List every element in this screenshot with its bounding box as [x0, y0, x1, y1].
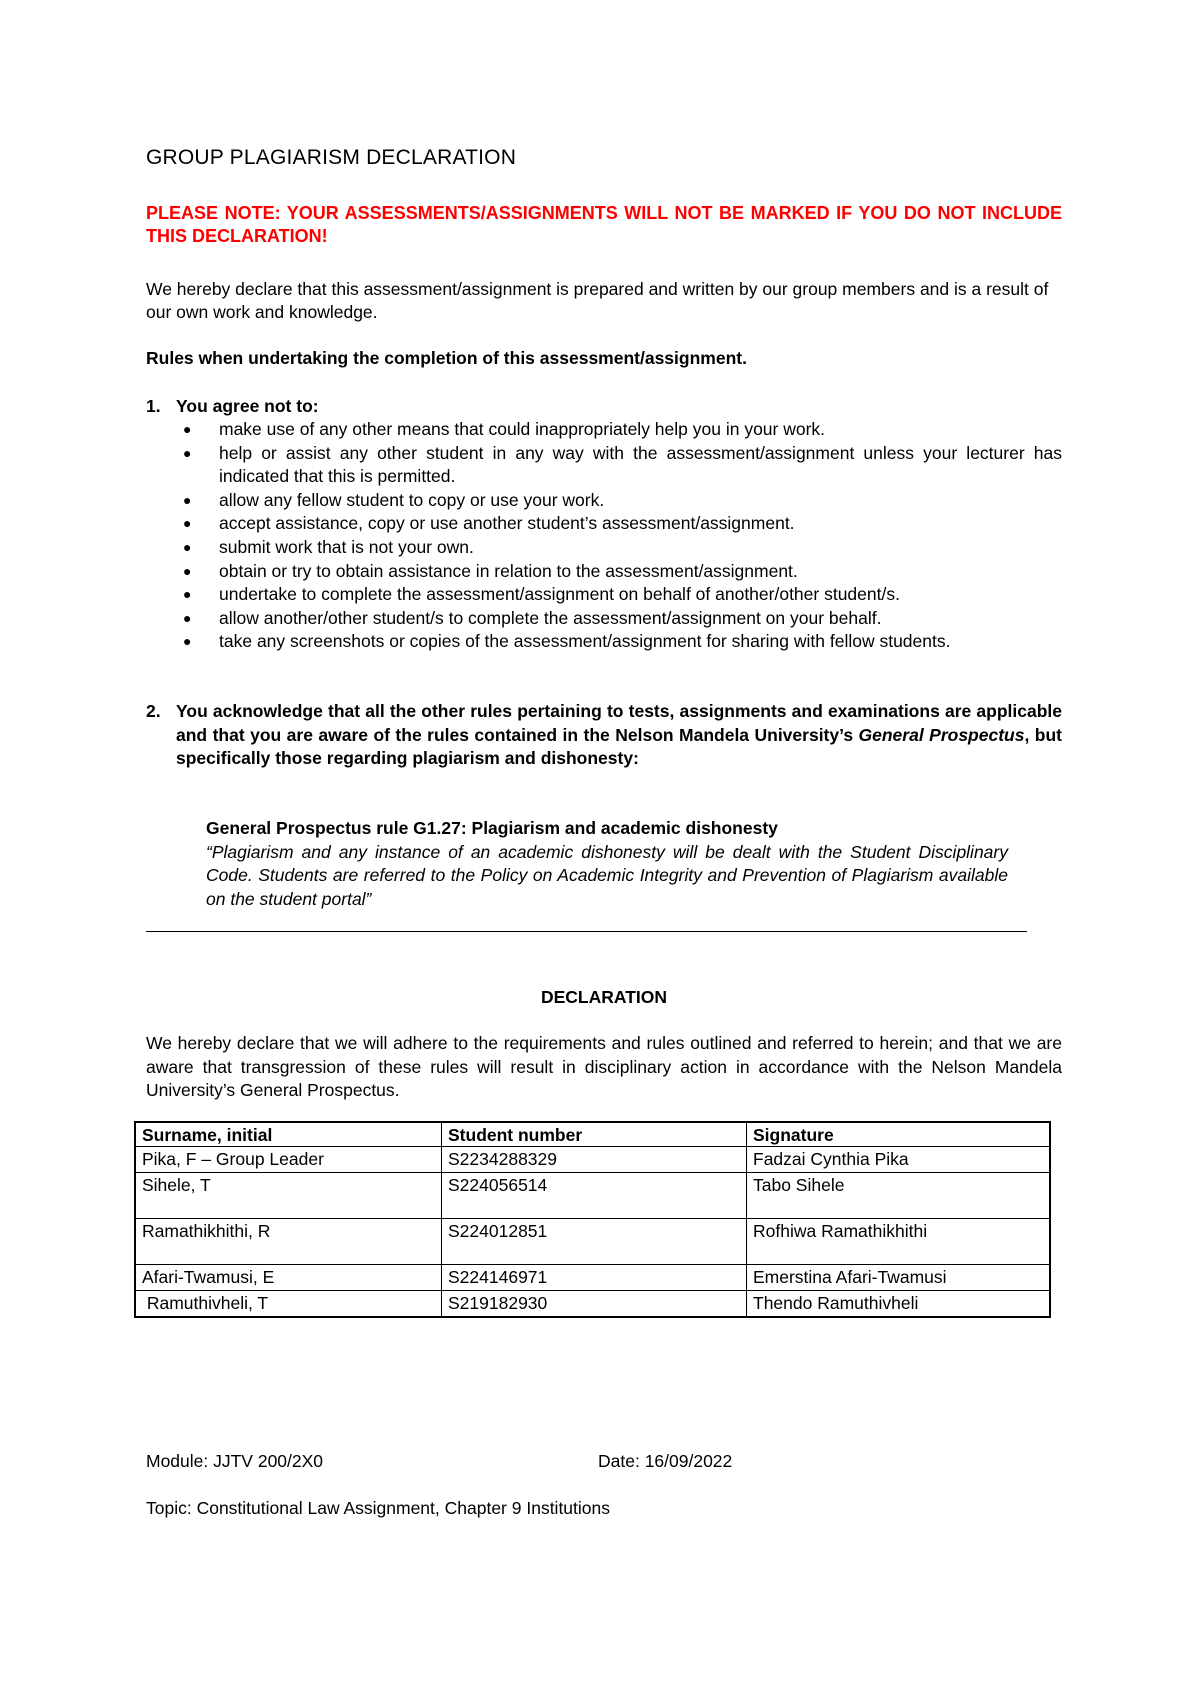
list-item: ● submit work that is not your own.	[146, 536, 1062, 560]
bullet-icon: ●	[183, 444, 192, 461]
cell-student-number: S224012851	[442, 1219, 747, 1265]
list-item: ● help or assist any other student in any way with the assessment/assignment unless your lecturer has indicated that this is permitted.	[183, 442, 1062, 487]
date-label: Date: 16/09/2022	[598, 1451, 733, 1471]
prospectus-rule-heading: General Prospectus rule G1.27: Plagiarism and academic dishonesty	[206, 818, 778, 838]
cell-signature: Emerstina Afari-Twamusi	[747, 1265, 1051, 1291]
cell-student-number: S224146971	[442, 1265, 747, 1291]
cell-surname: Ramathikhithi, R	[135, 1219, 442, 1265]
cell-signature: Thendo Ramuthivheli	[747, 1291, 1051, 1318]
table-row	[135, 1219, 1050, 1265]
rules-list	[146, 418, 1062, 654]
page-title: GROUP PLAGIARISM DECLARATION	[146, 146, 517, 169]
table-row	[135, 1173, 1050, 1219]
bullet-icon: ●	[183, 586, 192, 603]
declaration-title: DECLARATION	[540, 987, 668, 1007]
bullet-icon: ●	[183, 633, 192, 650]
cell-surname: Ramuthivheli, T	[135, 1291, 442, 1318]
cell-surname: Sihele, T	[135, 1173, 442, 1219]
list-item: ● obtain or try to obtain assistance in relation to the assessment/assignment.	[146, 560, 1062, 584]
bullet-icon: ●	[183, 491, 192, 508]
header-student-number: Student number	[442, 1122, 747, 1147]
cell-surname: Afari-Twamusi, E	[135, 1265, 442, 1291]
cell-signature: Tabo Sihele	[747, 1173, 1051, 1219]
list-item: ● allow any fellow student to copy or use your work.	[146, 489, 1062, 513]
list-item: ● accept assistance, copy or use another student’s assessment/assignment.	[146, 512, 1062, 536]
list-item: ● make use of any other means that could inappropriately help you in your work.	[146, 418, 1062, 442]
list-item: ● undertake to complete the assessment/assignment on behalf of another/other student/s.	[146, 583, 1062, 607]
intro-paragraph: We hereby declare that this assessment/assignment is prepared and written by our group members and is a result of our own work and knowledge.	[146, 279, 1049, 322]
cell-signature: Rofhiwa Ramathikhithi	[747, 1219, 1051, 1265]
agree-heading-text: You agree not to:	[176, 396, 319, 416]
header-surname: Surname, initial	[135, 1122, 442, 1147]
agree-heading	[146, 396, 319, 417]
acknowledge-text: You acknowledge that all the other rules pertaining to tests, assignments and examinations are applicable and that you are aware of the rules contained in the Nelson Mandela University’s General Prospectus, but specifically those regarding plagiarism and dishonesty:	[176, 701, 1062, 769]
prospectus-rule-quote: “Plagiarism and any instance of an academic dishonesty will be dealt with the Student Disciplinary Code. Students are referred to the Policy on Academic Integrity and Prevention of Plagiarism available on the student portal”	[206, 841, 1008, 909]
list-item: ● allow another/other student/s to complete the assessment/assignment on your behalf.	[146, 607, 1062, 631]
table-row	[135, 1291, 1050, 1318]
bullet-icon: ●	[183, 538, 192, 555]
bullet-icon: ●	[183, 421, 192, 437]
table-header-row	[135, 1122, 1050, 1147]
warning-note: PLEASE NOTE: YOUR ASSESSMENTS/ASSIGNMENTS WILL NOT BE MARKED IF YOU DO NOT INCLUDE THIS DECLARATION!	[146, 203, 1062, 246]
table-row	[135, 1265, 1050, 1291]
cell-surname: Pika, F – Group Leader	[135, 1147, 442, 1173]
table-row	[135, 1147, 1050, 1173]
prospectus-name: General Prospectus	[858, 724, 1025, 745]
members-table	[134, 1121, 1051, 1318]
topic-label: Topic: Constitutional Law Assignment, Chapter 9 Institutions	[146, 1498, 610, 1518]
bullet-icon: ●	[183, 609, 192, 626]
cell-student-number: S224056514	[442, 1173, 747, 1219]
agree-number: 1.	[146, 396, 161, 416]
declaration-text: We hereby declare that we will adhere to the requirements and rules outlined and referred to herein; and that we are aware that transgression of these rules will result in disciplinary action in accordance with the Nelson Mandela University’s General Prospectus.	[146, 1033, 1062, 1100]
prospectus-rule	[206, 817, 1008, 911]
cell-signature: Fadzai Cynthia Pika	[747, 1147, 1051, 1173]
section-divider	[146, 931, 1027, 932]
list-item: ● take any screenshots or copies of the assessment/assignment for sharing with fellow students.	[146, 630, 1062, 654]
cell-student-number: S2234288329	[442, 1147, 747, 1173]
acknowledge-paragraph	[146, 700, 1062, 771]
module-label: Module: JJTV 200/2X0	[146, 1451, 324, 1471]
cell-student-number: S219182930	[442, 1291, 747, 1318]
bullet-icon: ●	[183, 562, 192, 579]
rules-heading: Rules when undertaking the completion of this assessment/assignment.	[146, 348, 747, 368]
header-signature: Signature	[747, 1122, 1051, 1147]
acknowledge-number: 2.	[146, 701, 161, 721]
bullet-icon: ●	[183, 515, 192, 532]
